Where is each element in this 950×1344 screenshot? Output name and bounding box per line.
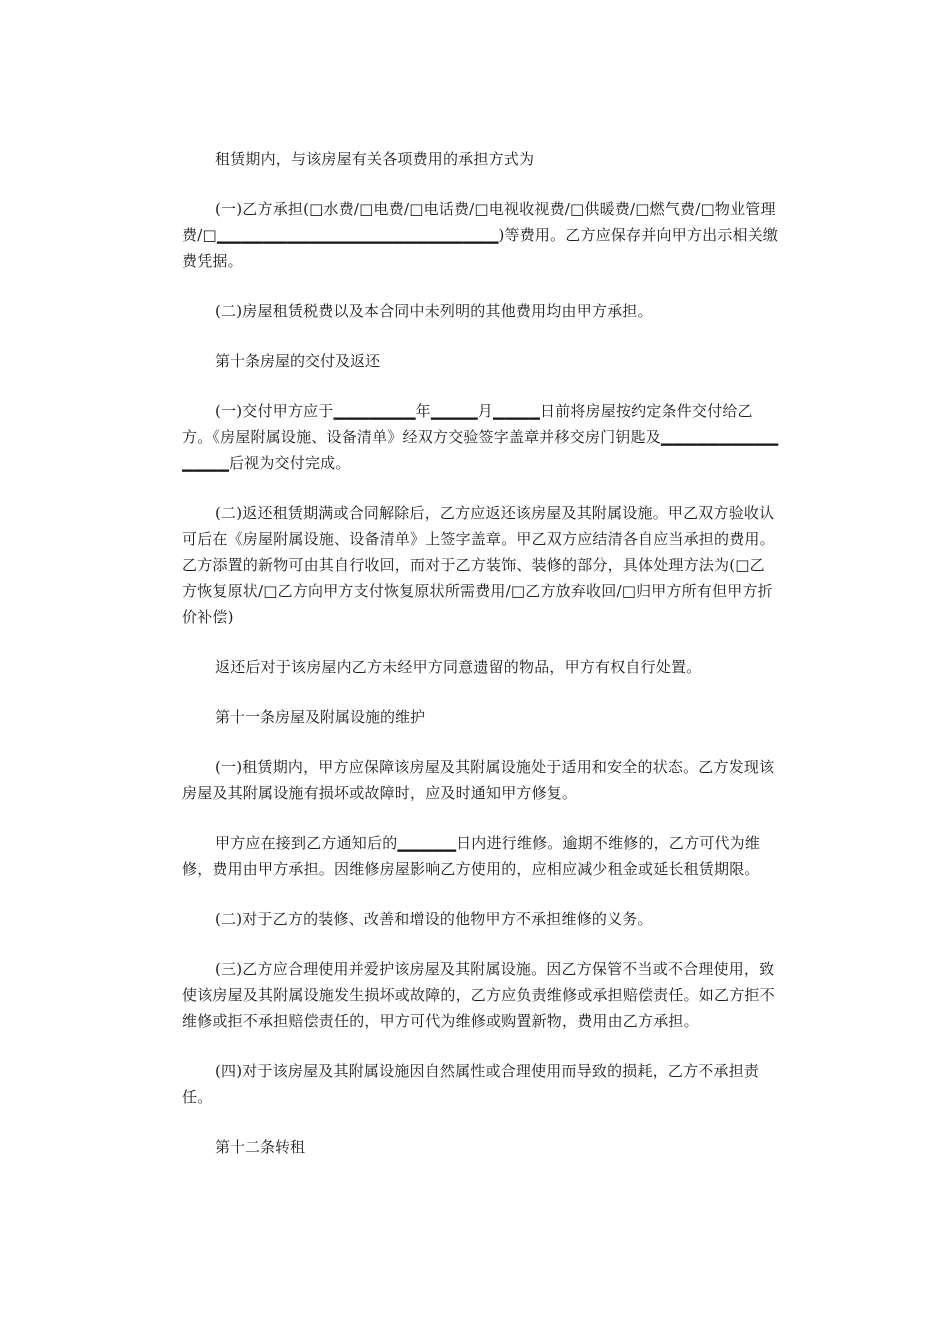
article-12-heading: 第十二条转租 xyxy=(215,1138,306,1156)
document-page xyxy=(182,146,780,1184)
paragraph-repair-deadline: 甲方应在接到乙方通知后的▁▁▁▁▁日内进行维修。逾期不维修的，乙方可代为维修，费用由甲方承担。因维修房屋影响乙方使用的，应相应减少租金或延长租赁期限。 xyxy=(182,834,761,878)
article-10-heading: 第十条房屋的交付及返还 xyxy=(215,352,381,370)
paragraph-fee-intro: 租赁期内，与该房屋有关各项费用的承担方式为 xyxy=(215,150,535,168)
paragraph-delivery: (一)交付甲方应于▁▁▁▁▁▁▁年▁▁▁▁月▁▁▁▁日前将房屋按约定条件交付给乙方。《房屋附属设施、设备清单》经双方交验签字盖章并移交房门钥匙及▁▁▁▁▁▁▁▁▁▁▁▁▁▁后视为交付完成。 xyxy=(182,402,779,472)
paragraph-fee-tenant: (一)乙方承担(□水费/□电费/□电话费/□电视收视费/□供暖费/□燃气费/□物业管理费/□▁▁▁▁▁▁▁▁▁▁▁▁▁▁▁▁▁▁▁▁▁▁▁▁)等费用。乙方应保存并向甲方出示相关缴费凭据。 xyxy=(182,200,779,270)
paragraph-maintenance-1: (一)租赁期内，甲方应保障该房屋及其附属设施处于适用和安全的状态。乙方发现该房屋及其附属设施有损坏或故障时，应及时通知甲方修复。 xyxy=(182,758,775,802)
paragraph-fee-landlord: (二)房屋租赁税费以及本合同中未列明的其他费用均由甲方承担。 xyxy=(215,302,653,320)
paragraph-left-items: 返还后对于该房屋内乙方未经甲方同意遗留的物品，甲方有权自行处置。 xyxy=(215,658,702,676)
paragraph-maintenance-4: (四)对于该房屋及其附属设施因自然属性或合理使用而导致的损耗，乙方不承担责任。 xyxy=(182,1062,760,1106)
article-11-heading: 第十一条房屋及附属设施的维护 xyxy=(215,708,426,726)
paragraph-return: (二)返还租赁期满或合同解除后，乙方应返还该房屋及其附属设施。甲乙双方验收认可后在《房屋附属设施、设备清单》上签字盖章。甲乙双方应结清各自应当承担的费用。乙方添置的新物可由其自行收回，而对于乙方装饰、装修的部分，具体处理方法为(□乙方恢复原状/□乙方向甲方支付恢复原状所需费用/□乙方放弃收回/□归甲方所有但甲方折价补偿) xyxy=(182,504,775,626)
paragraph-maintenance-2: (二)对于乙方的装修、改善和增设的他物甲方不承担维修的义务。 xyxy=(215,910,653,928)
paragraph-maintenance-3: (三)乙方应合理使用并爱护该房屋及其附属设施。因乙方保管不当或不合理使用，致使该房屋及其附属设施发生损坏或故障的，乙方应负责维修或承担赔偿责任。如乙方拒不维修或拒不承担赔偿责任的，甲方可代为维修或购置新物，费用由乙方承担。 xyxy=(182,960,775,1030)
